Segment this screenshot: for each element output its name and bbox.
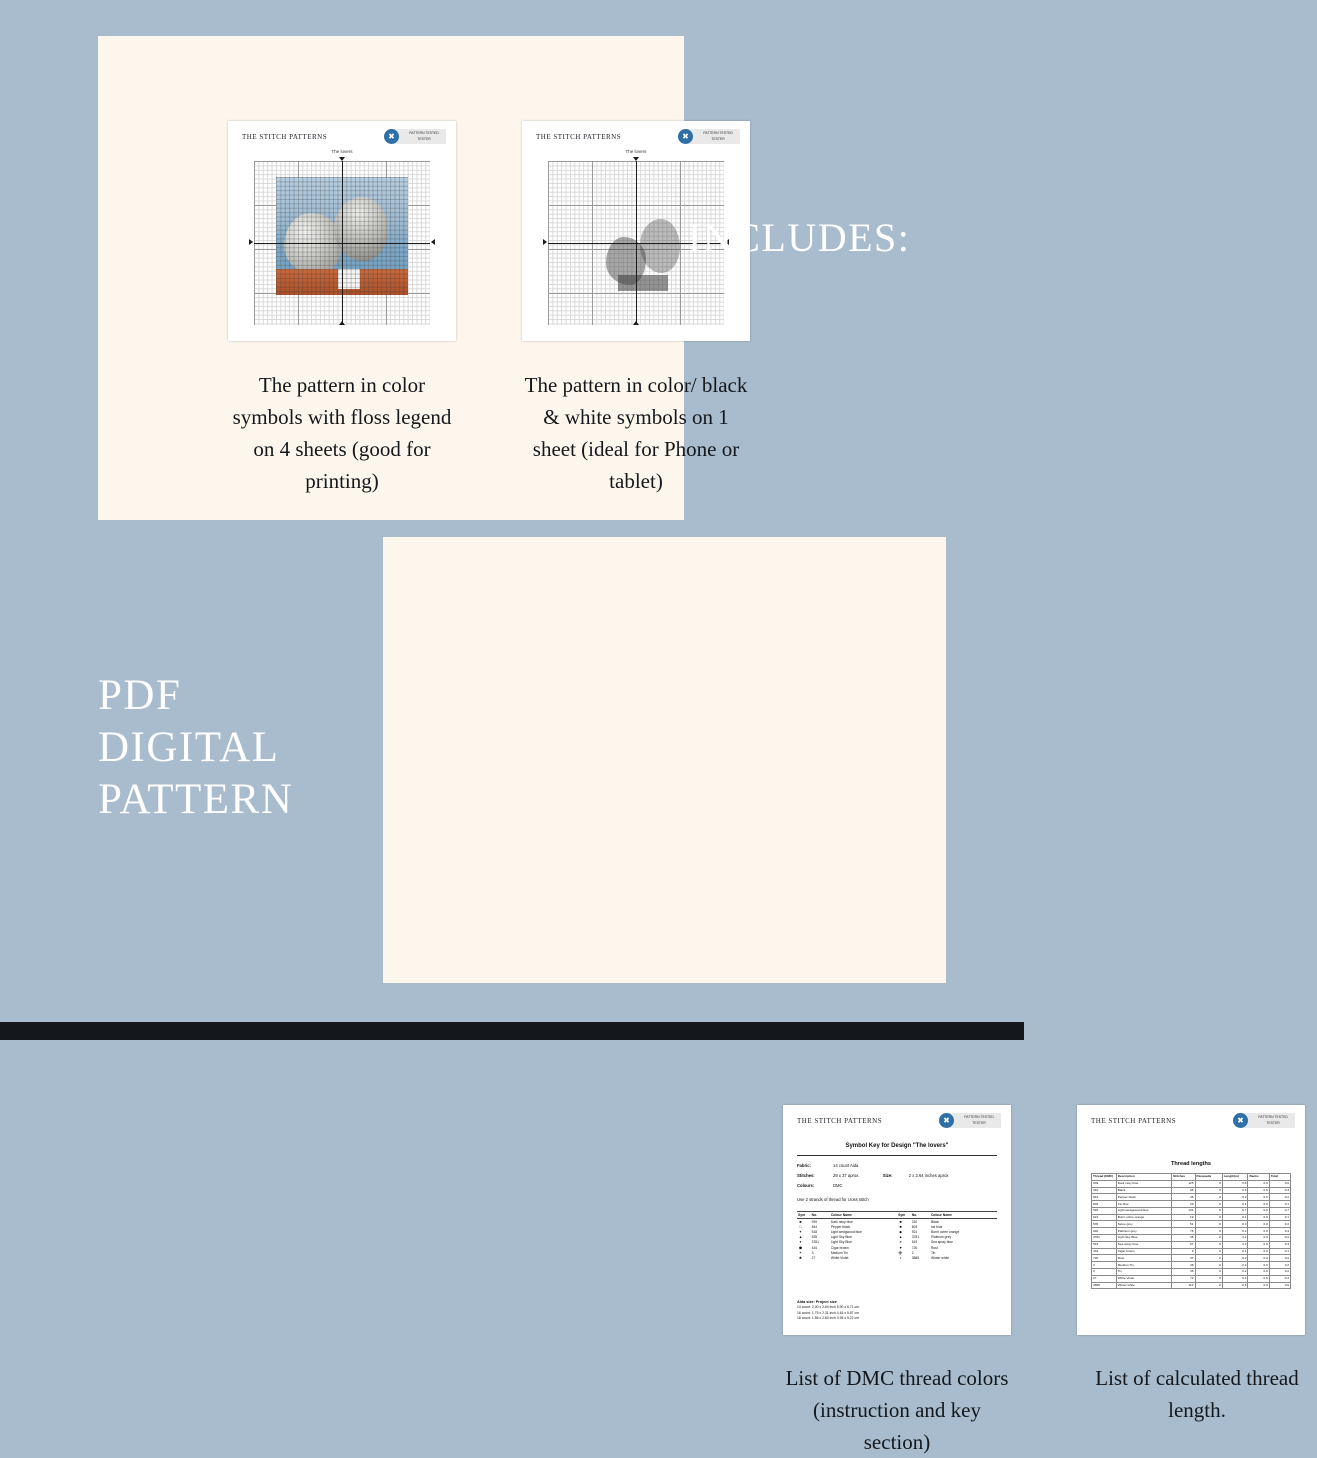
thread-no: 3 — [811, 1250, 814, 1255]
cell-stitches: 37 — [1171, 1255, 1195, 1262]
pdf-panel — [383, 537, 1299, 1454]
center-axis-vertical — [342, 161, 343, 325]
marker-left-icon — [543, 239, 550, 245]
meta-fabric — [797, 1161, 858, 1170]
cell-backs: 0.0 — [1248, 1214, 1269, 1221]
tested-badge — [390, 129, 446, 144]
cell-thread: 720 — [1092, 1255, 1117, 1262]
table-row — [1092, 1235, 1291, 1242]
cell-total: 0.2 — [1269, 1194, 1290, 1201]
thread-lengths-title: Thread lengths — [1170, 1161, 1212, 1167]
cell-length: 0.2 — [1222, 1255, 1248, 1262]
cell-description: Rust — [1116, 1255, 1171, 1262]
cell-total: 0.1 — [1269, 1248, 1290, 1255]
table-row — [1092, 1187, 1291, 1194]
cell-thread: 3865 — [1092, 1282, 1117, 1289]
cell-length: 0.2 — [1222, 1268, 1248, 1275]
meta-colours-label: Colours: — [797, 1183, 815, 1188]
symbol-glyph: ◆ — [899, 1229, 902, 1234]
pdf-heading-line-1: PDF — [98, 672, 182, 719]
table-row — [1092, 1268, 1291, 1275]
thread-no: 3865 — [911, 1255, 920, 1260]
project-size-line-1: 14 count: 2.00 x 2.64 inch 5.90 x 6.71 cm — [797, 1305, 860, 1310]
thread-no: 519 — [911, 1240, 918, 1245]
cell-total: 0.2 — [1269, 1268, 1290, 1275]
symbol-glyph: ▲ — [898, 1235, 903, 1240]
table-row — [797, 1255, 997, 1260]
chart-caption: The lovers — [331, 149, 353, 154]
table-row — [1092, 1275, 1291, 1282]
cell-description: White Violet — [1116, 1275, 1171, 1282]
table-row — [1092, 1221, 1291, 1228]
cell-backs: 0.0 — [1248, 1255, 1269, 1262]
meta-stitches-value: 28 x 37 aprox. — [833, 1173, 860, 1178]
table-row — [1092, 1201, 1291, 1208]
bw-symbol-pattern — [606, 219, 684, 291]
symbol-glyph: ✕ — [899, 1240, 903, 1245]
badge-seal-icon: ✖ — [1233, 1113, 1248, 1128]
cell-stitches: 9 — [1171, 1248, 1195, 1255]
cell-description: Burnt ochre orange — [1116, 1214, 1171, 1221]
marker-top-icon — [633, 157, 639, 161]
colour-name: Winter white — [930, 1255, 950, 1260]
cell-pasqueda: 0 — [1195, 1241, 1222, 1248]
cell-backs: 0.0 — [1248, 1268, 1269, 1275]
meta-size-value: 2 x 2.64 inches aprox — [908, 1173, 949, 1178]
symbol-glyph: ■ — [899, 1219, 902, 1224]
cell-backs: 0.0 — [1248, 1275, 1269, 1282]
col-stitches: Stitches — [1171, 1174, 1195, 1181]
cell-total: 0.6 — [1269, 1282, 1290, 1289]
thread-no: 535 — [811, 1235, 818, 1240]
badge-label: PATTERN TESTED TESTER — [703, 131, 733, 141]
badge-label: PATTERN TESTED TESTER — [409, 131, 439, 141]
colour-name: Tin — [930, 1250, 936, 1255]
meta-stitches-label: Stitches: — [797, 1173, 815, 1178]
cell-description: Dark navy blue — [1116, 1180, 1171, 1187]
cell-backs: 0.0 — [1248, 1262, 1269, 1269]
table-row — [1092, 1282, 1291, 1289]
thread-no: 720 — [911, 1245, 918, 1250]
preview-sheet-color-symbols[interactable] — [228, 121, 456, 341]
marker-bottom-icon — [633, 321, 639, 325]
colour-name: Medium Tin — [830, 1250, 848, 1255]
cell-description: Sea spray blue — [1116, 1241, 1171, 1248]
badge-seal-icon: ✖ — [384, 129, 399, 144]
symbol-glyph: ■ — [899, 1224, 902, 1229]
cell-pasqueda: 0 — [1195, 1221, 1222, 1228]
divider-top — [797, 1155, 997, 1156]
sheet-brand-title: THE STITCH PATTERNS — [1091, 1117, 1177, 1125]
meta-colours-value: DMC — [833, 1183, 843, 1188]
col-length: Length(m) — [1222, 1174, 1248, 1181]
colour-name: Burnt ochre orange — [930, 1229, 960, 1234]
cell-thread: 27 — [1092, 1275, 1117, 1282]
table-header-row — [1092, 1174, 1291, 1181]
cell-length: 0.2 — [1222, 1262, 1248, 1269]
cell-thread: 803 — [1092, 1201, 1117, 1208]
tested-badge — [684, 129, 740, 144]
cell-stitches: 125 — [1171, 1180, 1195, 1187]
cell-total: 0.4 — [1269, 1228, 1290, 1235]
cell-total: 0.1 — [1269, 1214, 1290, 1221]
includes-panel — [98, 36, 748, 520]
cell-stitches: 110 — [1171, 1282, 1195, 1289]
cell-backs: 0.0 — [1248, 1221, 1269, 1228]
meta-size-label: Size: — [882, 1173, 893, 1178]
caption-dmc-list: List of DMC thread colors (instruction and key section) — [785, 1366, 1009, 1454]
badge-label: PATTERN TESTED TESTER — [964, 1115, 994, 1125]
cell-thread: 646 — [1092, 1228, 1117, 1235]
preview-sheet-thread-lengths[interactable] — [1077, 1105, 1305, 1335]
meta-fabric-value: 14 count Aida — [833, 1163, 859, 1168]
cell-description: Black — [1116, 1187, 1171, 1194]
cell-thread: 3 — [1092, 1262, 1117, 1269]
chart-area-color — [254, 149, 430, 329]
cell-description: Light Sky Blue — [1116, 1235, 1171, 1242]
thread-no: 3781 — [811, 1240, 819, 1245]
cell-thread: 434 — [1092, 1248, 1117, 1255]
marker-right-icon — [428, 239, 435, 245]
symbol-glyph: ▼ — [898, 1245, 903, 1250]
thread-no: 2 — [911, 1250, 914, 1255]
cell-total: 0.3 — [1269, 1187, 1290, 1194]
cell-stitches: 46 — [1171, 1194, 1195, 1201]
colour-name: Dark navy blue — [830, 1219, 853, 1224]
cell-description: Light wedgewood blue — [1116, 1207, 1171, 1214]
meta-fabric-label: Fabric: — [797, 1163, 811, 1168]
thread-no: 434 — [811, 1245, 818, 1250]
cell-pasqueda: 0 — [1195, 1268, 1222, 1275]
tested-badge — [1239, 1113, 1295, 1128]
table-row — [1092, 1180, 1291, 1187]
symbol-key-table — [797, 1211, 997, 1261]
cell-pasqueda: 0 — [1195, 1228, 1222, 1235]
cell-total: 0.4 — [1269, 1275, 1290, 1282]
caption-bw-symbols: The pattern in color/ black & white symbols on 1 sheet (ideal for Phone or tablet) — [524, 373, 748, 493]
colour-name: Platinum grey — [930, 1235, 952, 1240]
colour-name: Light Sky Blue — [830, 1240, 852, 1245]
col-pasqueda: Pasqueda — [1195, 1174, 1222, 1181]
cell-stitches: 72 — [1171, 1275, 1195, 1282]
cell-pasqueda: 0 — [1195, 1275, 1222, 1282]
cell-backs: 0.0 — [1248, 1241, 1269, 1248]
thread-no: 939 — [811, 1219, 818, 1224]
cell-length: 0.6 — [1222, 1282, 1248, 1289]
cell-thread: 939 — [1092, 1180, 1117, 1187]
cell-total: 0.2 — [1269, 1235, 1290, 1242]
symbol-glyph: ● — [799, 1240, 802, 1245]
project-size-footer — [797, 1300, 859, 1321]
col-sym-a: Sym — [797, 1212, 811, 1219]
symbol-glyph: □ — [799, 1224, 802, 1229]
colour-name: Light wedgwood blue — [830, 1229, 862, 1234]
colour-name: Light Sky Blue — [830, 1235, 852, 1240]
sheet-brand-title: THE STITCH PATTERNS — [797, 1117, 883, 1125]
cell-total: 0.2 — [1269, 1255, 1290, 1262]
sheet-brand-title: THE STITCH PATTERNS — [536, 133, 622, 141]
cell-length: 0.3 — [1222, 1221, 1248, 1228]
colour-name: Pepper black — [830, 1224, 851, 1229]
cell-length: 0.1 — [1222, 1214, 1248, 1221]
symbol-glyph: ⬟ — [798, 1245, 803, 1250]
cell-pasqueda: 0 — [1195, 1194, 1222, 1201]
project-size-title: Aida size: Project size — [797, 1300, 837, 1305]
sheet-brand-title: THE STITCH PATTERNS — [242, 133, 328, 141]
cell-total: 0.3 — [1269, 1241, 1290, 1248]
cell-description: Stone grey — [1116, 1221, 1171, 1228]
cell-thread: 3781 — [1092, 1235, 1117, 1242]
cell-length: 0.2 — [1222, 1194, 1248, 1201]
col-no-b: No. — [911, 1212, 930, 1219]
cell-length: 0.6 — [1222, 1180, 1248, 1187]
cell-length: 0.1 — [1222, 1248, 1248, 1255]
col-colour-b: Colour Name — [930, 1212, 997, 1219]
cell-thread: 921 — [1092, 1214, 1117, 1221]
cell-description: Medium Tin — [1116, 1262, 1171, 1269]
chart-caption: The lovers — [625, 149, 647, 154]
cell-length: 0.4 — [1222, 1275, 1248, 1282]
col-backs: Backs — [1248, 1174, 1269, 1181]
cell-length: 0.1 — [1222, 1201, 1248, 1208]
col-colour-a: Colour Name — [830, 1212, 897, 1219]
cell-thread: 2 — [1092, 1268, 1117, 1275]
cell-total: 0.2 — [1269, 1262, 1290, 1269]
table-row — [1092, 1255, 1291, 1262]
thread-no: 3781 — [911, 1235, 920, 1240]
cell-stitches: 66 — [1171, 1187, 1195, 1194]
marker-bottom-icon — [339, 321, 345, 325]
bottom-bar — [0, 1022, 1024, 1040]
cell-backs: 0.0 — [1248, 1248, 1269, 1255]
cell-length: 0.3 — [1222, 1241, 1248, 1248]
cell-stitches: 19 — [1171, 1214, 1195, 1221]
symbol-glyph: ✦ — [798, 1229, 802, 1234]
thread-no: 844 — [811, 1224, 818, 1229]
cell-stitches: 131 — [1171, 1207, 1195, 1214]
colour-name: Sea spray blue — [930, 1240, 953, 1245]
cell-stitches: 36 — [1171, 1268, 1195, 1275]
project-size-line-3: 18 count: 1.56 x 2.60 inch 3.95 x 5.22 cm — [797, 1315, 860, 1320]
pdf-heading-line-2: DIGITAL — [98, 724, 280, 771]
pdf-digital-pattern-heading — [98, 670, 378, 826]
table-row — [1092, 1248, 1291, 1255]
cell-length: 0.4 — [1222, 1228, 1248, 1235]
table-row — [1092, 1207, 1291, 1214]
cell-description: Platinum grey — [1116, 1228, 1171, 1235]
cell-description: Winter white — [1116, 1282, 1171, 1289]
cell-stitches: 67 — [1171, 1241, 1195, 1248]
cell-stitches: 29 — [1171, 1201, 1195, 1208]
cell-total: 0.6 — [1269, 1180, 1290, 1187]
colour-name: Cigar brown — [830, 1245, 849, 1250]
cell-pasqueda: 0 — [1195, 1214, 1222, 1221]
col-total: Total — [1269, 1174, 1290, 1181]
thread-no: 310 — [911, 1219, 918, 1224]
cell-pasqueda: 0 — [1195, 1201, 1222, 1208]
cell-description: Pepper black — [1116, 1194, 1171, 1201]
cell-length: 0.7 — [1222, 1207, 1248, 1214]
includes-heading: INCLUDES: — [688, 215, 911, 260]
cell-description: Tin — [1116, 1268, 1171, 1275]
cell-backs: 0.0 — [1248, 1201, 1269, 1208]
cell-thread: 310 — [1092, 1187, 1117, 1194]
cell-backs: 0.0 — [1248, 1194, 1269, 1201]
cell-pasqueda: 0 — [1195, 1248, 1222, 1255]
meta-stitches — [797, 1171, 949, 1180]
symbol-key-title: Symbol Key for Design "The lovers" — [845, 1143, 949, 1149]
cell-thread: 519 — [1092, 1241, 1117, 1248]
symbol-glyph: ▲ — [798, 1235, 803, 1240]
badge-seal-icon: ✖ — [678, 129, 693, 144]
thread-no: 518 — [811, 1229, 818, 1234]
cell-backs: 0.0 — [1248, 1187, 1269, 1194]
cell-length: 0.3 — [1222, 1187, 1248, 1194]
col-description: Description — [1116, 1174, 1171, 1181]
table-row — [1092, 1228, 1291, 1235]
col-thread: Thread (DMC) — [1092, 1174, 1117, 1181]
table-row — [1092, 1241, 1291, 1248]
project-size-line-2: 16 count: 1.75 x 2.31 inch 4.45 x 5.87 cm — [797, 1310, 860, 1315]
caption-thread-length: List of calculated thread length. — [1095, 1366, 1299, 1422]
bw-shape-right — [640, 219, 680, 273]
cell-thread: 535 — [1092, 1221, 1117, 1228]
cell-total: 0.7 — [1269, 1207, 1290, 1214]
cell-backs: 0.0 — [1248, 1207, 1269, 1214]
cell-pasqueda: 0 — [1195, 1180, 1222, 1187]
cell-thread: 844 — [1092, 1194, 1117, 1201]
cell-pasqueda: 0 — [1195, 1282, 1222, 1289]
table-row — [1092, 1194, 1291, 1201]
table-row — [1092, 1262, 1291, 1269]
colour-name: Ink blue — [930, 1224, 943, 1229]
symbol-glyph: • — [899, 1255, 902, 1260]
center-axis-vertical — [636, 161, 637, 325]
thread-lengths-table — [1091, 1173, 1291, 1289]
cell-thread: 518 — [1092, 1207, 1117, 1214]
marker-top-icon — [339, 157, 345, 161]
colour-name: Rust — [930, 1245, 938, 1250]
badge-seal-icon: ✖ — [939, 1113, 954, 1128]
cell-pasqueda: 0 — [1195, 1235, 1222, 1242]
cell-length: 0.2 — [1222, 1235, 1248, 1242]
cell-description: Cigar brown — [1116, 1248, 1171, 1255]
cell-backs: 0.0 — [1248, 1228, 1269, 1235]
cell-description: Ink blue — [1116, 1201, 1171, 1208]
table-row — [1092, 1214, 1291, 1221]
bw-shape-base — [618, 275, 668, 291]
cell-stitches: 48 — [1171, 1262, 1195, 1269]
tested-badge — [945, 1113, 1001, 1128]
pdf-heading-line-3: PATTERN — [98, 776, 294, 823]
col-sym-b: Sym — [897, 1212, 911, 1219]
table-header-row — [797, 1212, 997, 1219]
colour-name: Black — [930, 1219, 939, 1224]
colour-name: White Violet — [830, 1255, 849, 1260]
thread-no: 803 — [911, 1224, 918, 1229]
cell-backs: 0.0 — [1248, 1180, 1269, 1187]
cell-stitches: 76 — [1171, 1228, 1195, 1235]
thread-no: 921 — [911, 1229, 918, 1234]
cell-total: 0.3 — [1269, 1221, 1290, 1228]
cell-stitches: 51 — [1171, 1221, 1195, 1228]
cell-stitches: 38 — [1171, 1235, 1195, 1242]
cell-backs: 0.0 — [1248, 1282, 1269, 1289]
marker-left-icon — [249, 239, 256, 245]
strand-note: Use 2 strands of thread for cross stitch — [797, 1197, 869, 1202]
caption-color-symbols: The pattern in color symbols with floss legend on 4 sheets (good for printing) — [232, 373, 452, 493]
symbol-glyph: ✶ — [798, 1250, 802, 1255]
cell-pasqueda: 0 — [1195, 1207, 1222, 1214]
cell-pasqueda: 0 — [1195, 1255, 1222, 1262]
symbol-glyph: ✱ — [798, 1255, 802, 1260]
col-no-a: No. — [811, 1212, 830, 1219]
badge-label: PATTERN TESTED TESTER — [1258, 1115, 1288, 1125]
symbol-glyph: ■ — [799, 1219, 802, 1224]
thread-no: 27 — [811, 1255, 816, 1260]
meta-colours — [797, 1181, 843, 1190]
preview-sheet-symbol-key[interactable] — [783, 1105, 1011, 1335]
cell-pasqueda: 0 — [1195, 1262, 1222, 1269]
cell-backs: 0.0 — [1248, 1235, 1269, 1242]
cell-pasqueda: 0 — [1195, 1187, 1222, 1194]
symbol-glyph: ➕ — [898, 1250, 903, 1255]
cell-total: 0.1 — [1269, 1201, 1290, 1208]
